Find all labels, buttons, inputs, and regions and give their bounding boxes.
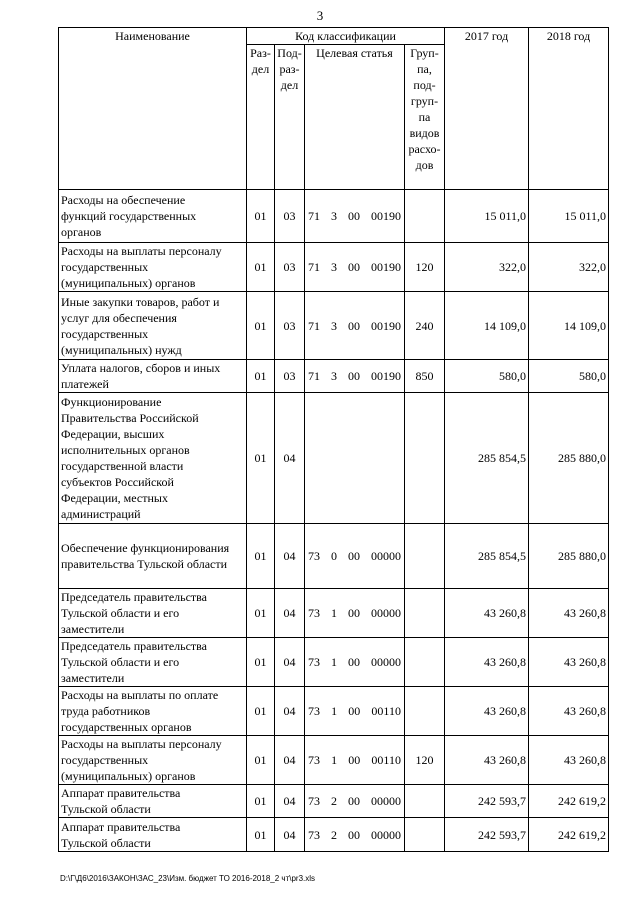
target-article-part: 00000 (371, 655, 401, 669)
table-row (59, 736, 609, 785)
row-razdel: 01 (247, 393, 275, 524)
row-amount-2017: 43 260,8 (445, 736, 529, 785)
target-article-part: 71 (308, 318, 320, 333)
target-article-part: 00 (348, 260, 360, 274)
target-article-part: 1 (331, 753, 338, 767)
row-target-article (305, 360, 405, 393)
table-row (59, 524, 609, 589)
target-article-part: 00000 (371, 794, 401, 808)
target-article-part: 3 (331, 318, 337, 333)
row-expense-group: 120 (405, 243, 445, 292)
row-name: Аппарат правительства Тульской области (59, 818, 247, 852)
row-amount-2018: 580,0 (529, 360, 609, 393)
row-razdel: 01 (247, 818, 275, 852)
header-expense-group: Груп- па, под- груп- па видов расхо- дов (405, 45, 445, 190)
row-podrazdel: 04 (275, 785, 305, 818)
header-year-2018: 2018 год (529, 28, 609, 190)
target-article-part: 1 (331, 655, 337, 669)
table-row (59, 292, 609, 360)
row-amount-2018: 43 260,8 (529, 736, 609, 785)
row-razdel: 01 (247, 785, 275, 818)
row-name: Функционирование Правительства Российской Федерации, высших исполнительных органов государственной власти субъектов Российской Федерации, местных администраций (59, 393, 247, 524)
header-target-article: Целевая статья (305, 45, 405, 190)
budget-table (58, 27, 609, 852)
row-razdel: 01 (247, 589, 275, 638)
row-razdel: 01 (247, 360, 275, 393)
target-article-part: 73 (308, 606, 320, 620)
row-name: Иные закупки товаров, работ и услуг для обеспечения государственных (муниципальных) нужд (59, 292, 247, 360)
row-razdel: 01 (247, 292, 275, 360)
target-article-part: 00 (348, 827, 360, 842)
row-amount-2017: 285 854,5 (445, 524, 529, 589)
row-expense-group (405, 524, 445, 589)
target-article-part: 00000 (371, 549, 401, 563)
row-target-article (305, 243, 405, 292)
row-expense-group (405, 190, 445, 243)
target-article-part: 3 (331, 260, 337, 274)
row-expense-group (405, 785, 445, 818)
target-article-part: 00190 (371, 209, 401, 223)
target-article-part: 71 (308, 369, 320, 383)
header-podrazdel: Под- раз- дел (275, 45, 305, 190)
row-target-article (305, 687, 405, 736)
row-amount-2018: 285 880,0 (529, 524, 609, 589)
target-article-part: 3 (331, 209, 337, 223)
table-row (59, 393, 609, 524)
row-expense-group (405, 638, 445, 687)
target-article-part: 00 (348, 209, 360, 223)
row-target-article (305, 638, 405, 687)
row-razdel: 01 (247, 243, 275, 292)
row-target-article (305, 785, 405, 818)
header-year-2017: 2017 год (445, 28, 529, 190)
target-article-part: 00 (348, 655, 360, 669)
row-amount-2018: 43 260,8 (529, 589, 609, 638)
row-name: Обеспечение функционирования правительства Тульской области (59, 524, 247, 589)
row-amount-2017: 580,0 (445, 360, 529, 393)
row-name: Расходы на обеспечение функций государственных органов (59, 190, 247, 243)
row-amount-2017: 43 260,8 (445, 589, 529, 638)
row-amount-2017: 285 854,5 (445, 393, 529, 524)
row-amount-2017: 43 260,8 (445, 638, 529, 687)
row-target-article (305, 393, 405, 524)
row-amount-2017: 242 593,7 (445, 785, 529, 818)
row-expense-group (405, 393, 445, 524)
target-article-part: 3 (331, 369, 337, 383)
row-podrazdel: 04 (275, 687, 305, 736)
row-razdel: 01 (247, 638, 275, 687)
target-article-part: 00110 (371, 753, 401, 767)
target-article-part: 73 (308, 549, 320, 563)
table-row (59, 818, 609, 852)
header-razdel: Раз- дел (247, 45, 275, 190)
row-amount-2018: 242 619,2 (529, 785, 609, 818)
target-article-part: 00190 (371, 369, 401, 383)
row-razdel: 01 (247, 190, 275, 243)
target-article-part: 00190 (371, 318, 401, 333)
row-name: Расходы на выплаты персоналу государственных (муниципальных) органов (59, 243, 247, 292)
row-razdel: 01 (247, 524, 275, 589)
row-amount-2018: 43 260,8 (529, 687, 609, 736)
row-amount-2017: 14 109,0 (445, 292, 529, 360)
page-number: 3 (316, 8, 324, 23)
footer-file-path: D:\Г\Д6\2016\ЗАКОН\ЗАС_23\Изм. бюджет ТО 2016-2018_2 чт\pr3.xls (60, 874, 316, 883)
target-article-part: 00 (348, 794, 360, 808)
table-row (59, 589, 609, 638)
row-podrazdel: 04 (275, 736, 305, 785)
target-article-part: 73 (308, 704, 320, 718)
row-razdel: 01 (247, 736, 275, 785)
row-target-article (305, 818, 405, 852)
target-article-part: 71 (308, 260, 320, 274)
target-article-part: 00110 (371, 704, 401, 718)
row-podrazdel: 03 (275, 360, 305, 393)
target-article-part: 00000 (371, 827, 401, 842)
row-podrazdel: 04 (275, 589, 305, 638)
target-article-part: 00 (348, 318, 360, 333)
target-article-part: 73 (308, 655, 320, 669)
row-name: Аппарат правительства Тульской области (59, 785, 247, 818)
row-target-article (305, 292, 405, 360)
row-expense-group: 120 (405, 736, 445, 785)
row-target-article (305, 736, 405, 785)
target-article-part: 73 (308, 827, 320, 842)
row-podrazdel: 04 (275, 638, 305, 687)
target-article-part: 00190 (371, 260, 401, 274)
row-podrazdel: 04 (275, 818, 305, 852)
target-article-part: 73 (308, 794, 320, 808)
target-article-part: 00 (348, 753, 361, 767)
row-name: Председатель правительства Тульской области и его заместители (59, 589, 247, 638)
target-article-part: 00 (348, 704, 361, 718)
row-name: Председатель правительства Тульской области и его заместители (59, 638, 247, 687)
row-expense-group (405, 818, 445, 852)
row-podrazdel: 03 (275, 243, 305, 292)
row-amount-2018: 322,0 (529, 243, 609, 292)
row-amount-2017: 43 260,8 (445, 687, 529, 736)
target-article-part: 2 (331, 794, 337, 808)
target-article-part: 1 (331, 606, 337, 620)
table-body (59, 190, 609, 852)
row-amount-2018: 285 880,0 (529, 393, 609, 524)
row-amount-2018: 43 260,8 (529, 638, 609, 687)
row-target-article (305, 190, 405, 243)
target-article-part: 00000 (371, 606, 401, 620)
row-amount-2018: 242 619,2 (529, 818, 609, 852)
row-name: Расходы на выплаты по оплате труда работников государственных органов (59, 687, 247, 736)
target-article-part: 71 (308, 209, 320, 223)
table-row (59, 360, 609, 393)
header-classification-code: Код классификации (247, 28, 445, 45)
target-article-part: 1 (331, 704, 338, 718)
target-article-part: 0 (331, 549, 337, 563)
row-podrazdel: 03 (275, 292, 305, 360)
target-article-part: 2 (331, 827, 337, 842)
row-name: Уплата налогов, сборов и иных платежей (59, 360, 247, 393)
row-name: Расходы на выплаты персоналу государственных (муниципальных) органов (59, 736, 247, 785)
row-target-article (305, 589, 405, 638)
row-expense-group (405, 589, 445, 638)
table-row (59, 243, 609, 292)
row-amount-2017: 15 011,0 (445, 190, 529, 243)
target-article-part: 00 (348, 606, 360, 620)
row-target-article (305, 524, 405, 589)
target-article-part: 00 (348, 549, 360, 563)
table-row (59, 687, 609, 736)
table-header (59, 28, 609, 190)
row-razdel: 01 (247, 687, 275, 736)
table-row (59, 638, 609, 687)
row-expense-group (405, 687, 445, 736)
header-name: Наименование (59, 28, 247, 190)
row-podrazdel: 03 (275, 190, 305, 243)
target-article-part: 73 (308, 753, 320, 767)
row-podrazdel: 04 (275, 393, 305, 524)
row-amount-2018: 14 109,0 (529, 292, 609, 360)
row-amount-2018: 15 011,0 (529, 190, 609, 243)
row-amount-2017: 242 593,7 (445, 818, 529, 852)
table-row (59, 190, 609, 243)
row-podrazdel: 04 (275, 524, 305, 589)
row-amount-2017: 322,0 (445, 243, 529, 292)
target-article-part: 00 (348, 369, 360, 383)
row-expense-group: 240 (405, 292, 445, 360)
row-expense-group: 850 (405, 360, 445, 393)
table-row (59, 785, 609, 818)
